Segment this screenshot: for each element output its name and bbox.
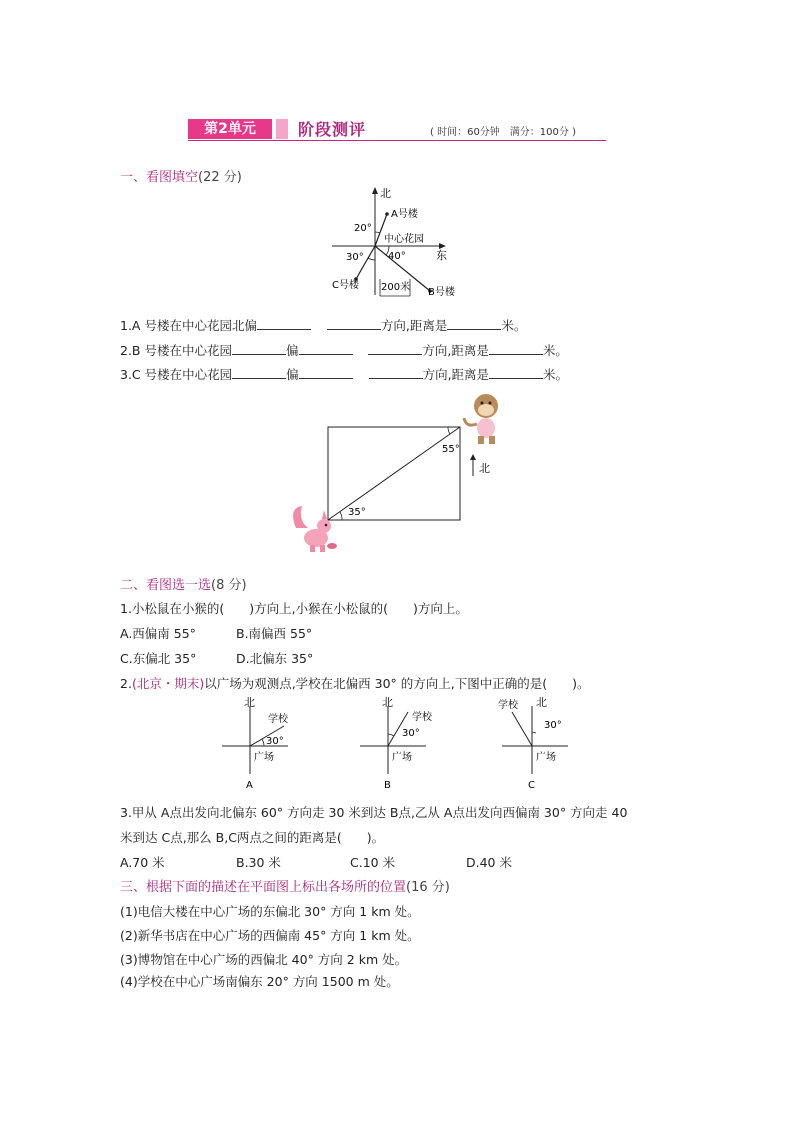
- arc-a: [375, 232, 380, 233]
- section-3-item: (1)电信大楼在中心广场的东偏北 30° 方向 1 km 处。: [120, 904, 420, 919]
- section-3-item: (3)博物馆在中心广场的西偏北 40° 方向 2 km 处。: [120, 952, 408, 967]
- q1-1-suffix: 米。: [501, 318, 527, 333]
- north: 北: [244, 696, 255, 709]
- angle-55: 55°: [442, 444, 460, 455]
- q1-3-mid: 方向,距离是: [422, 367, 490, 382]
- north-indicator-arrow: [470, 454, 476, 460]
- option-a[interactable]: A.70 米: [120, 855, 165, 870]
- blank[interactable]: [299, 341, 353, 355]
- north-label: 北: [479, 462, 490, 475]
- choice-diagram-a[interactable]: [218, 694, 298, 792]
- arc: [262, 739, 264, 746]
- label-a: A号楼: [391, 209, 418, 220]
- section-1-points: (22 分): [198, 170, 242, 185]
- section-3-item: (4)学校在中心广场南偏东 20° 方向 1500 m 处。: [120, 974, 399, 989]
- label: B: [384, 780, 391, 791]
- arc-c: [368, 258, 375, 260]
- question-1-1: [120, 316, 526, 334]
- square: 广场: [536, 752, 556, 763]
- label-b: B号楼: [428, 287, 455, 298]
- option-b[interactable]: B.南偏西 55°: [236, 626, 313, 641]
- source-tag: (北京・期末): [131, 676, 205, 691]
- choice-diagram-c[interactable]: [496, 694, 576, 792]
- section-1-title: [120, 166, 242, 185]
- q1-3-prefix: 3.C 号楼在中心花园: [120, 367, 233, 382]
- question-2-1: 1.小松鼠在小猴的( )方向上,小猴在小松鼠的( )方向上。: [120, 601, 468, 616]
- blank[interactable]: [489, 341, 543, 355]
- school: 学校: [498, 700, 518, 711]
- arc: [532, 732, 536, 733]
- angle: 30°: [544, 720, 562, 731]
- squirrel-icon: [293, 506, 337, 552]
- section-2-heading: 二、看图选一选: [120, 578, 212, 593]
- q1-2-prefix: 2.B 号楼在中心花园: [120, 343, 232, 358]
- label-east: 东: [436, 249, 447, 262]
- question-2-3-line1: 3.甲从 A点出发向北偏东 60° 方向走 30 米到达 B点,乙从 A点出发向西偏南 30° 方向走 40: [120, 805, 628, 820]
- header-rule: [188, 140, 606, 141]
- question-1-2: [120, 341, 568, 359]
- angle: 30°: [266, 736, 284, 747]
- label-c: C号楼: [332, 280, 359, 291]
- question-2-2: [120, 674, 590, 692]
- question-2-3-line2: 米到达 C点,那么 B,C两点之间的距离是( )。: [120, 830, 385, 845]
- label-angle-b: 40°: [388, 251, 406, 262]
- blank[interactable]: [489, 365, 543, 379]
- q1-2-suffix: 米。: [542, 343, 568, 358]
- label: A: [246, 780, 253, 791]
- square: 广场: [392, 752, 412, 763]
- option-a[interactable]: A.西偏南 55°: [120, 626, 196, 641]
- arc-35: [340, 512, 342, 520]
- arc-55: [448, 427, 450, 434]
- label-angle-c: 30°: [346, 252, 364, 263]
- angle: 30°: [402, 728, 420, 739]
- option-d[interactable]: D.北偏东 35°: [236, 651, 314, 666]
- section-2-title: [120, 574, 247, 593]
- q2-2-num: 2.: [120, 676, 132, 691]
- school: 学校: [268, 714, 288, 725]
- q1-1-prefix: 1.A 号楼在中心花园北偏: [120, 318, 257, 333]
- rectangle-figure: [288, 388, 508, 560]
- choice-diagram-b[interactable]: [356, 694, 446, 792]
- section-3-heading: 三、根据下面的描述在平面图上标出各场所的位置: [120, 880, 407, 895]
- angle-35: 35°: [348, 507, 366, 518]
- north: 北: [382, 696, 393, 709]
- section-3-points: (16 分): [406, 880, 450, 895]
- north: 北: [536, 696, 547, 709]
- blank[interactable]: [257, 316, 311, 330]
- option-b[interactable]: B.30 米: [236, 855, 281, 870]
- q1-1-mid: 方向,距离是: [380, 318, 448, 333]
- blank[interactable]: [232, 341, 286, 355]
- label-scale: 200米: [381, 282, 411, 293]
- blank[interactable]: [368, 341, 422, 355]
- option-c[interactable]: C.10 米: [350, 855, 396, 870]
- label-angle-a: 20°: [354, 223, 372, 234]
- blank[interactable]: [299, 365, 353, 379]
- arc: [388, 734, 394, 736]
- section-3-item: (2)新华书店在中心广场的西偏南 45° 方向 1 km 处。: [120, 928, 420, 943]
- north-arrow: [372, 187, 378, 194]
- square: 广场: [254, 752, 274, 763]
- test-info: ( 时间：60分钟 满分：100分 ): [430, 127, 576, 138]
- q1-2-pian: 偏: [285, 343, 299, 358]
- section-1-heading: 一、看图填空: [120, 170, 199, 185]
- point-a: [385, 212, 389, 216]
- q1-3-suffix: 米。: [543, 367, 569, 382]
- q1-2-mid: 方向,距离是: [422, 343, 489, 358]
- blank[interactable]: [232, 365, 286, 379]
- section-2-points: (8 分): [211, 578, 247, 593]
- question-1-3: [120, 365, 568, 383]
- badge-accent: [276, 119, 288, 139]
- label-north: 北: [380, 187, 391, 200]
- option-d[interactable]: D.40 米: [466, 855, 512, 870]
- unit-badge: 第2单元: [188, 119, 272, 139]
- q1-3-pian: 偏: [286, 367, 299, 382]
- blank[interactable]: [447, 316, 501, 330]
- label: C: [528, 780, 535, 791]
- blank[interactable]: [369, 365, 423, 379]
- school: 学校: [412, 712, 432, 723]
- ray: [512, 712, 532, 746]
- page-title: 阶段测评: [298, 120, 367, 139]
- blank[interactable]: [327, 316, 381, 330]
- q2-2-text: 以广场为观测点,学校在北偏西 30° 的方向上,下图中正确的是( )。: [204, 676, 590, 691]
- direction-diagram: [320, 185, 470, 300]
- monkey-icon: [464, 394, 498, 444]
- option-c[interactable]: C.东偏北 35°: [120, 651, 197, 666]
- section-3-title: [120, 876, 450, 895]
- label-center: 中心花园: [384, 234, 424, 245]
